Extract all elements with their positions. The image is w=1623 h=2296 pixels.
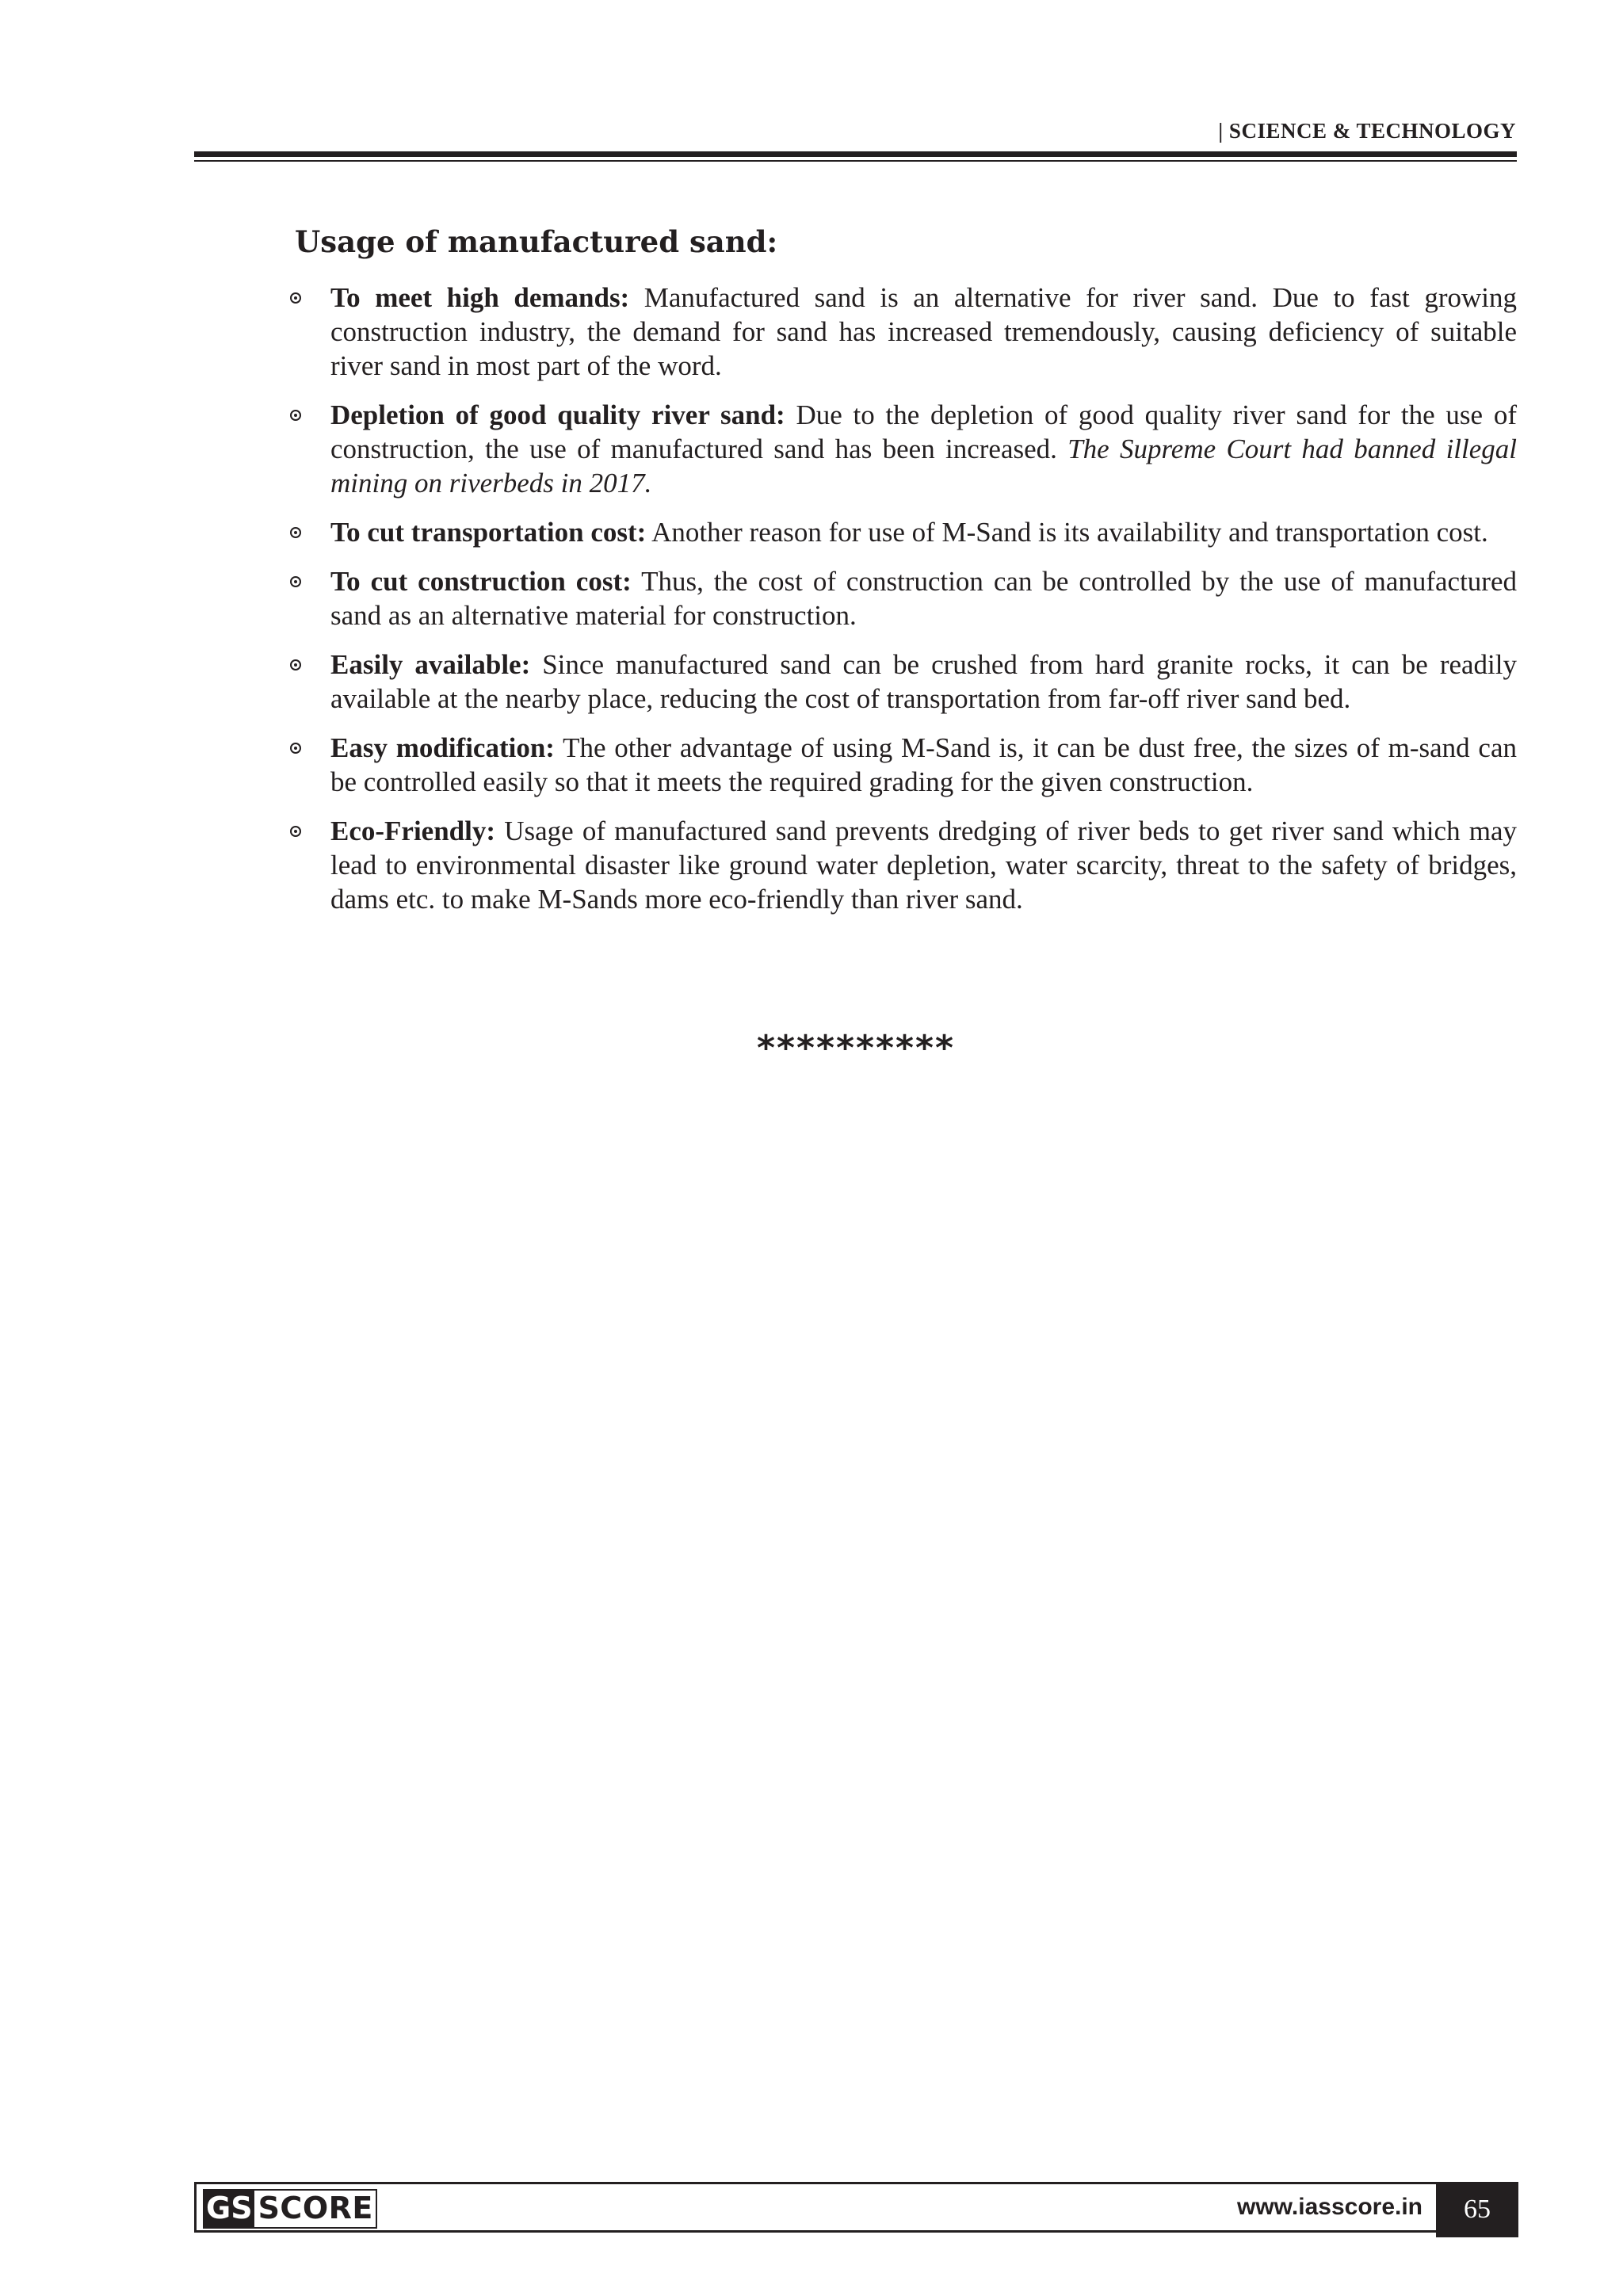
bullet-item-easily-available (287, 648, 1517, 716)
footer-url-link[interactable]: www.iasscore.in (1237, 2194, 1423, 2220)
bullet-text: Due to the depletion of good quality river sand for the use of construction, the use of manufactured sand has been increased. (330, 399, 1517, 464)
bullet-text: The other advantage of using M-Sand is, it can be dust free, the sizes of m-sand can be controlled easily so that it meets the required grading for the given construction. (330, 732, 1517, 797)
circle-bullet-icon (290, 527, 301, 538)
bullet-emphasis: The Supreme Court had banned illegal mining on riverbeds in 2017. (330, 434, 1517, 499)
circle-bullet-icon (290, 743, 301, 754)
bullet-item-depletion (287, 398, 1517, 500)
bullet-item-eco-friendly (287, 814, 1517, 916)
bullet-item-easy-modification (287, 731, 1517, 799)
header-rule (194, 151, 1517, 157)
circle-bullet-icon (290, 576, 301, 587)
section-separator: ********** (756, 1028, 956, 1068)
bullet-item-construction-cost (287, 564, 1517, 632)
bullet-text: Thus, the cost of construction can be controlled by the use of manufactured sand as an alternative material for construction. (330, 566, 1517, 631)
bullet-text: Usage of manufactured sand prevents dredging of river beds to get river sand which may lead to environmental disaster like ground water depletion, water scarcity, threat to the safety of bridges, dams etc. to make M-Sands more eco-friendly than river sand. (330, 816, 1517, 915)
bullet-lead: To cut transportation cost: (330, 517, 647, 548)
logo-text: SCORE (258, 2191, 373, 2225)
bullet-text: Another reason for use of M-Sand is its availability and transportation cost. (646, 517, 1488, 548)
header-rule-thin (194, 160, 1517, 162)
bullet-lead: Depletion of good quality river sand: (330, 399, 785, 430)
circle-bullet-icon (290, 659, 301, 670)
header-section-label: | SCIENCE & TECHNOLOGY (1218, 119, 1516, 143)
bullet-list (287, 281, 1517, 931)
section-heading: Usage of manufactured sand: (295, 224, 778, 259)
bullet-lead: Easily available: (330, 649, 531, 680)
bullet-item-high-demands (287, 281, 1517, 383)
bullet-lead: To meet high demands: (330, 282, 630, 313)
bullet-text: Since manufactured sand can be crushed from hard granite rocks, it can be readily available at the nearby place, reducing the cost of transportation from far-off river sand bed. (330, 649, 1517, 714)
circle-bullet-icon (290, 292, 301, 304)
bullet-lead: Easy modification: (330, 732, 555, 763)
circle-bullet-icon (290, 826, 301, 837)
page-number: 65 (1436, 2182, 1518, 2237)
footer-bar (194, 2182, 1518, 2233)
bullet-text: Manufactured sand is an alternative for river sand. Due to fast growing construction industry, the demand for sand has increased tremendously, causing deficiency of suitable river sand in most part of the word. (330, 282, 1517, 381)
bullet-item-transportation-cost (287, 515, 1517, 549)
gsscore-logo (203, 2189, 377, 2229)
logo-boxed-text: GS (204, 2191, 256, 2227)
bullet-lead: Eco-Friendly: (330, 816, 496, 846)
bullet-lead: To cut construction cost: (330, 566, 632, 597)
circle-bullet-icon (290, 410, 301, 421)
